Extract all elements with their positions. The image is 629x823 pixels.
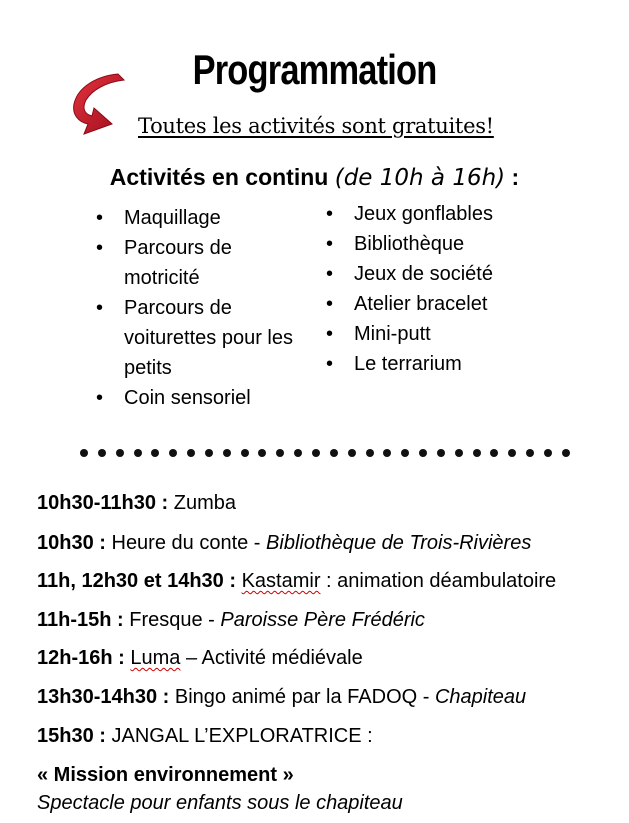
schedule-text: Fresque - [123, 609, 221, 631]
continuous-label: Activités en continu [109, 164, 329, 190]
mission-subtitle [37, 790, 403, 816]
divider-dot [276, 449, 284, 457]
schedule-text: JANGAL L’EXPLORATRICE : [105, 725, 373, 747]
schedule-row [37, 490, 236, 516]
divider-dot [187, 449, 195, 457]
schedule-time: 15h30 : [37, 725, 106, 747]
list-item: • Bibliothèque [354, 229, 584, 259]
schedule-time: 11h, 12h30 et 14h30 : [37, 570, 237, 592]
divider-dot [455, 449, 463, 457]
continuous-hours: (de 10h à 16h) [334, 165, 506, 191]
performer-name: Kastamir [241, 570, 321, 592]
list-item: • Jeux gonflables [354, 199, 584, 229]
mission-subtitle-text: Spectacle pour enfants sous le chapiteau [37, 792, 403, 814]
divider-dot [562, 449, 570, 457]
divider-dot [508, 449, 516, 457]
schedule-place: Paroisse Père Frédéric [220, 609, 425, 631]
divider-dot [116, 449, 124, 457]
schedule-description: : animation déambulatoire [320, 570, 557, 592]
continuous-activities-heading [0, 160, 629, 195]
divider-dot [348, 449, 356, 457]
divider-dot [526, 449, 534, 457]
curved-arrow-icon [68, 70, 134, 136]
divider-dot [366, 449, 374, 457]
divider-dot [544, 449, 552, 457]
schedule-row [37, 607, 425, 633]
schedule-time: 11h-15h : [37, 609, 124, 631]
free-activities-subtitle: Toutes les activités sont gratuites! [138, 114, 494, 138]
divider-dot [383, 449, 391, 457]
schedule-text: Bingo animé par la FADOQ - [169, 686, 435, 708]
mission-title-text: « Mission environnement » [37, 764, 294, 786]
divider-dot [151, 449, 159, 457]
schedule-text: Heure du conte - [105, 532, 267, 554]
list-item: • Maquillage [124, 203, 309, 233]
activities-left-list [124, 203, 309, 413]
divider-dot [490, 449, 498, 457]
activities-right-list [354, 199, 584, 379]
divider-dot [205, 449, 213, 457]
divider-dot [473, 449, 481, 457]
list-item: • Atelier bracelet [354, 289, 584, 319]
schedule-time: 10h30-11h30 : [37, 492, 169, 514]
list-item: • Parcours de voiturettes pour les petits [124, 293, 309, 383]
list-item: • Parcours de motricité [124, 233, 309, 293]
schedule-time: 12h-16h : [37, 647, 125, 669]
schedule-text: Zumba [168, 492, 237, 514]
divider-dot [223, 449, 231, 457]
schedule-place: Bibliothèque de Trois-Rivières [266, 532, 532, 554]
schedule-row [37, 645, 363, 671]
schedule-time: 10h30 : [37, 532, 106, 554]
divider-dot [437, 449, 445, 457]
list-item: • Le terrarium [354, 349, 584, 379]
performer-name: Luma [130, 647, 181, 669]
mission-title [37, 762, 294, 788]
list-item: • Mini-putt [354, 319, 584, 349]
page-title: Programmation [192, 46, 437, 93]
schedule-row [37, 684, 526, 710]
schedule-time: 13h30-14h30 : [37, 686, 170, 708]
schedule-row [37, 568, 556, 594]
schedule-row [37, 723, 373, 749]
divider-dot [312, 449, 320, 457]
list-item: • Coin sensoriel [124, 383, 309, 413]
divider-dot [258, 449, 266, 457]
divider-dot [330, 449, 338, 457]
divider-dot [80, 449, 88, 457]
divider-dot [98, 449, 106, 457]
list-item: • Jeux de société [354, 259, 584, 289]
schedule-row [37, 530, 531, 556]
continuous-suffix: : [505, 164, 520, 190]
schedule-place: Chapiteau [434, 686, 527, 708]
divider-dot [241, 449, 249, 457]
schedule-description: – Activité médiévale [180, 647, 363, 669]
divider-dot [401, 449, 409, 457]
divider-dot [169, 449, 177, 457]
divider-dot [134, 449, 142, 457]
dotted-divider [80, 440, 570, 466]
divider-dot [419, 449, 427, 457]
divider-dot [294, 449, 302, 457]
